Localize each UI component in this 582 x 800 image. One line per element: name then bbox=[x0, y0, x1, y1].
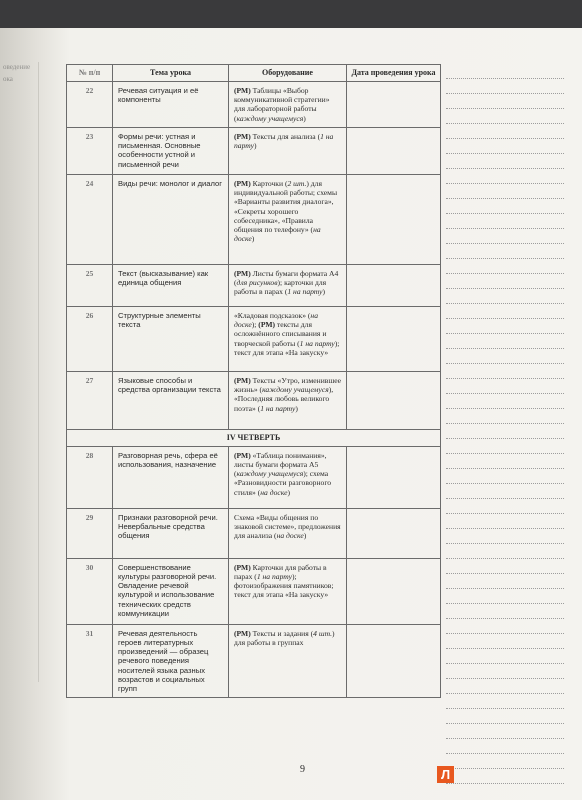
table-row bbox=[67, 306, 441, 371]
equipment-text: на доске bbox=[276, 531, 304, 540]
note-line bbox=[446, 304, 564, 319]
note-line bbox=[446, 739, 564, 754]
equipment-text: «Таблица понимания», листы бумаги формата А5 ( bbox=[234, 450, 327, 478]
equipment-text: Тексты для анализа ( bbox=[250, 131, 321, 141]
note-line bbox=[446, 424, 564, 439]
lesson-topic: Структурные элементы текста bbox=[113, 306, 229, 371]
lesson-topic: Речевая ситуация и её компоненты bbox=[113, 81, 229, 127]
note-line bbox=[446, 94, 564, 109]
equipment-text: на доске bbox=[260, 487, 288, 497]
lesson-number: 24 bbox=[67, 174, 113, 264]
date-cell[interactable] bbox=[347, 264, 441, 306]
quarter-label: IV ЧЕТВЕРТЬ bbox=[67, 429, 441, 446]
note-line bbox=[446, 679, 564, 694]
equipment-text: 2 шт. bbox=[287, 178, 307, 188]
note-line bbox=[446, 694, 564, 709]
lesson-equipment bbox=[229, 81, 347, 127]
note-line bbox=[446, 529, 564, 544]
note-line bbox=[446, 139, 564, 154]
date-cell[interactable] bbox=[347, 81, 441, 127]
equipment-text: «Кладовая подсказок» ( bbox=[234, 310, 311, 320]
note-line bbox=[446, 334, 564, 349]
lesson-number: 30 bbox=[67, 558, 113, 624]
lesson-equipment bbox=[229, 624, 347, 698]
previous-page-edge bbox=[0, 62, 39, 682]
date-cell[interactable] bbox=[347, 508, 441, 558]
equipment-text: 1 на парту bbox=[256, 571, 292, 581]
note-line bbox=[446, 274, 564, 289]
lesson-equipment bbox=[229, 558, 347, 624]
note-line bbox=[446, 469, 564, 484]
equipment-text: (РМ) bbox=[234, 131, 251, 141]
note-line bbox=[446, 484, 564, 499]
equipment-text: Тексты и задания ( bbox=[250, 628, 314, 638]
equipment-text: 4 шт. bbox=[313, 628, 333, 638]
header-date: Дата проведения урока bbox=[347, 65, 441, 82]
equipment-text: Листы бумаги формата А4 ( bbox=[234, 268, 339, 287]
equipment-text: каждому учащемуся bbox=[236, 113, 304, 123]
fragment-text: ока bbox=[3, 74, 13, 83]
lesson-plan-table bbox=[66, 64, 441, 698]
equipment-text: на доске bbox=[234, 310, 318, 329]
equipment-text: для рисунков bbox=[236, 278, 278, 287]
table-row bbox=[67, 127, 441, 174]
equipment-text: ); текст для этапа «На закуску» bbox=[234, 338, 340, 357]
lesson-equipment bbox=[229, 264, 347, 306]
fragment-text: оведение bbox=[3, 63, 31, 71]
header-topic: Тема урока bbox=[113, 65, 229, 82]
equipment-text: (РМ) bbox=[234, 450, 251, 460]
lesson-equipment bbox=[229, 508, 347, 558]
table-row bbox=[67, 371, 441, 429]
date-cell[interactable] bbox=[347, 371, 441, 429]
note-line bbox=[446, 124, 564, 139]
lesson-equipment bbox=[229, 174, 347, 264]
date-cell[interactable] bbox=[347, 558, 441, 624]
equipment-text: ) для индивидуальной работы; схемы «Варианты развития диалога», «Секреты хорошего собеседника», «Правила общения по телефону» ( bbox=[234, 178, 338, 234]
table-row bbox=[67, 558, 441, 624]
note-line bbox=[446, 664, 564, 679]
note-line bbox=[446, 514, 564, 529]
lesson-number: 29 bbox=[67, 508, 113, 558]
lesson-topic: Разговорная речь, сфера её использования, назначение bbox=[113, 446, 229, 508]
lesson-number: 27 bbox=[67, 371, 113, 429]
note-line bbox=[446, 724, 564, 739]
lesson-equipment bbox=[229, 306, 347, 371]
note-line bbox=[446, 634, 564, 649]
lesson-topic: Виды речи: монолог и диалог bbox=[113, 174, 229, 264]
note-line bbox=[446, 499, 564, 514]
equipment-text: Таблицы «Выбор коммуникативной стратегии» для лабораторной работы ( bbox=[234, 85, 330, 123]
page-number: 9 bbox=[300, 764, 305, 775]
table-row bbox=[67, 174, 441, 264]
note-line bbox=[446, 754, 564, 769]
note-line bbox=[446, 394, 564, 409]
lesson-topic: Языковые способы и средства организации текста bbox=[113, 371, 229, 429]
note-line bbox=[446, 589, 564, 604]
table-row bbox=[67, 446, 441, 508]
note-line bbox=[446, 619, 564, 634]
note-line bbox=[446, 79, 564, 94]
table-row bbox=[67, 81, 441, 127]
equipment-text: ) bbox=[251, 234, 255, 244]
equipment-text: Схема «Виды общения по знаковой системе», предложения для анализа ( bbox=[234, 512, 341, 540]
equipment-text: (РМ) bbox=[258, 320, 276, 329]
equipment-text: ); bbox=[251, 320, 259, 329]
equipment-text: ) bbox=[322, 287, 326, 297]
equipment-text: ) bbox=[303, 113, 306, 123]
table-row bbox=[67, 264, 441, 306]
equipment-text: ); карточки для работы в парах ( bbox=[234, 278, 327, 297]
note-line bbox=[446, 109, 564, 124]
lesson-number: 22 bbox=[67, 81, 113, 127]
equipment-text: ) bbox=[287, 487, 291, 497]
equipment-text: каждому учащемуся bbox=[262, 385, 329, 394]
scan-top-edge bbox=[0, 0, 582, 28]
equipment-text: на доске bbox=[234, 225, 321, 244]
equipment-text: (РМ) bbox=[234, 562, 251, 572]
note-line bbox=[446, 649, 564, 664]
lesson-topic: Речевая деятельность героев литературных произведений — образец речевого поведения носителей языка разных возрастов и социальных групп bbox=[113, 624, 229, 698]
header-equipment: Оборудование bbox=[229, 65, 347, 82]
note-line bbox=[446, 214, 564, 229]
table-row bbox=[67, 508, 441, 558]
equipment-text: (РМ) bbox=[234, 628, 251, 638]
publisher-logo: Л bbox=[437, 766, 454, 783]
note-line bbox=[446, 364, 564, 379]
note-line bbox=[446, 199, 564, 214]
equipment-text: Тексты «Утро, изменившее жизнь» ( bbox=[234, 375, 341, 394]
note-line bbox=[446, 319, 564, 334]
lesson-equipment bbox=[229, 446, 347, 508]
notes-lines bbox=[446, 64, 564, 784]
lesson-number: 23 bbox=[67, 127, 113, 174]
equipment-text: ) для работы в группах bbox=[234, 628, 335, 647]
equipment-text: ); фотоизображения памятников; текст для этапа «На закуску» bbox=[234, 571, 334, 600]
equipment-text: (РМ) bbox=[234, 268, 251, 278]
note-line bbox=[446, 604, 564, 619]
equipment-text: Карточки для работы в парах ( bbox=[234, 562, 327, 581]
note-line bbox=[446, 379, 564, 394]
date-cell[interactable] bbox=[347, 174, 441, 264]
lesson-topic: Признаки разговорной речи. Невербальные средства общения bbox=[113, 508, 229, 558]
equipment-text: 1 на парту bbox=[299, 338, 335, 348]
note-line bbox=[446, 709, 564, 724]
equipment-text: каждому учащемуся bbox=[236, 469, 304, 478]
equipment-text: (РМ) bbox=[234, 375, 251, 385]
equipment-text: тексты для осложнённого списывания и творческой работы ( bbox=[234, 320, 327, 348]
note-line bbox=[446, 439, 564, 454]
note-line bbox=[446, 409, 564, 424]
note-line bbox=[446, 289, 564, 304]
equipment-text: 1 на парту bbox=[287, 287, 323, 297]
note-line bbox=[446, 559, 564, 574]
note-line bbox=[446, 769, 564, 784]
equipment-text: ); схема «Разновидности разговорного стиля» ( bbox=[234, 469, 332, 497]
lesson-equipment bbox=[229, 371, 347, 429]
lesson-topic: Совершенствование культуры разговорной речи. Овладение речевой культурой и использование технических средств коммуникации bbox=[113, 558, 229, 624]
table-row bbox=[67, 624, 441, 698]
lesson-topic: Формы речи: устная и письменная. Основные особенности устной и письменной речи bbox=[113, 127, 229, 174]
equipment-text: ) bbox=[295, 403, 298, 413]
date-cell[interactable] bbox=[347, 306, 441, 371]
note-line bbox=[446, 574, 564, 589]
equipment-text: 1 на парту bbox=[234, 131, 334, 150]
equipment-text: ) bbox=[253, 141, 257, 150]
note-line bbox=[446, 154, 564, 169]
lesson-number: 26 bbox=[67, 306, 113, 371]
date-cell[interactable] bbox=[347, 446, 441, 508]
equipment-text: 1 на парту bbox=[260, 403, 296, 413]
equipment-text: Карточки ( bbox=[250, 178, 288, 188]
lesson-number: 31 bbox=[67, 624, 113, 698]
note-line bbox=[446, 229, 564, 244]
note-line bbox=[446, 259, 564, 274]
equipment-text: ), «Последняя любовь великого поэта» ( bbox=[234, 385, 334, 413]
lesson-number: 25 bbox=[67, 264, 113, 306]
note-line bbox=[446, 64, 564, 79]
header-num: № п/п bbox=[67, 65, 113, 82]
note-line bbox=[446, 454, 564, 469]
date-cell[interactable] bbox=[347, 127, 441, 174]
table-header-row bbox=[67, 65, 441, 82]
date-cell[interactable] bbox=[347, 624, 441, 698]
note-line bbox=[446, 544, 564, 559]
lesson-equipment bbox=[229, 127, 347, 174]
note-line bbox=[446, 349, 564, 364]
lesson-number: 28 bbox=[67, 446, 113, 508]
equipment-text: (РМ) bbox=[234, 178, 251, 188]
lesson-topic: Текст (высказывание) как единица общения bbox=[113, 264, 229, 306]
equipment-text: ) bbox=[303, 531, 307, 540]
note-line bbox=[446, 184, 564, 199]
quarter-row bbox=[67, 429, 441, 446]
equipment-text: (РМ) bbox=[234, 85, 251, 95]
note-line bbox=[446, 169, 564, 184]
note-line bbox=[446, 244, 564, 259]
